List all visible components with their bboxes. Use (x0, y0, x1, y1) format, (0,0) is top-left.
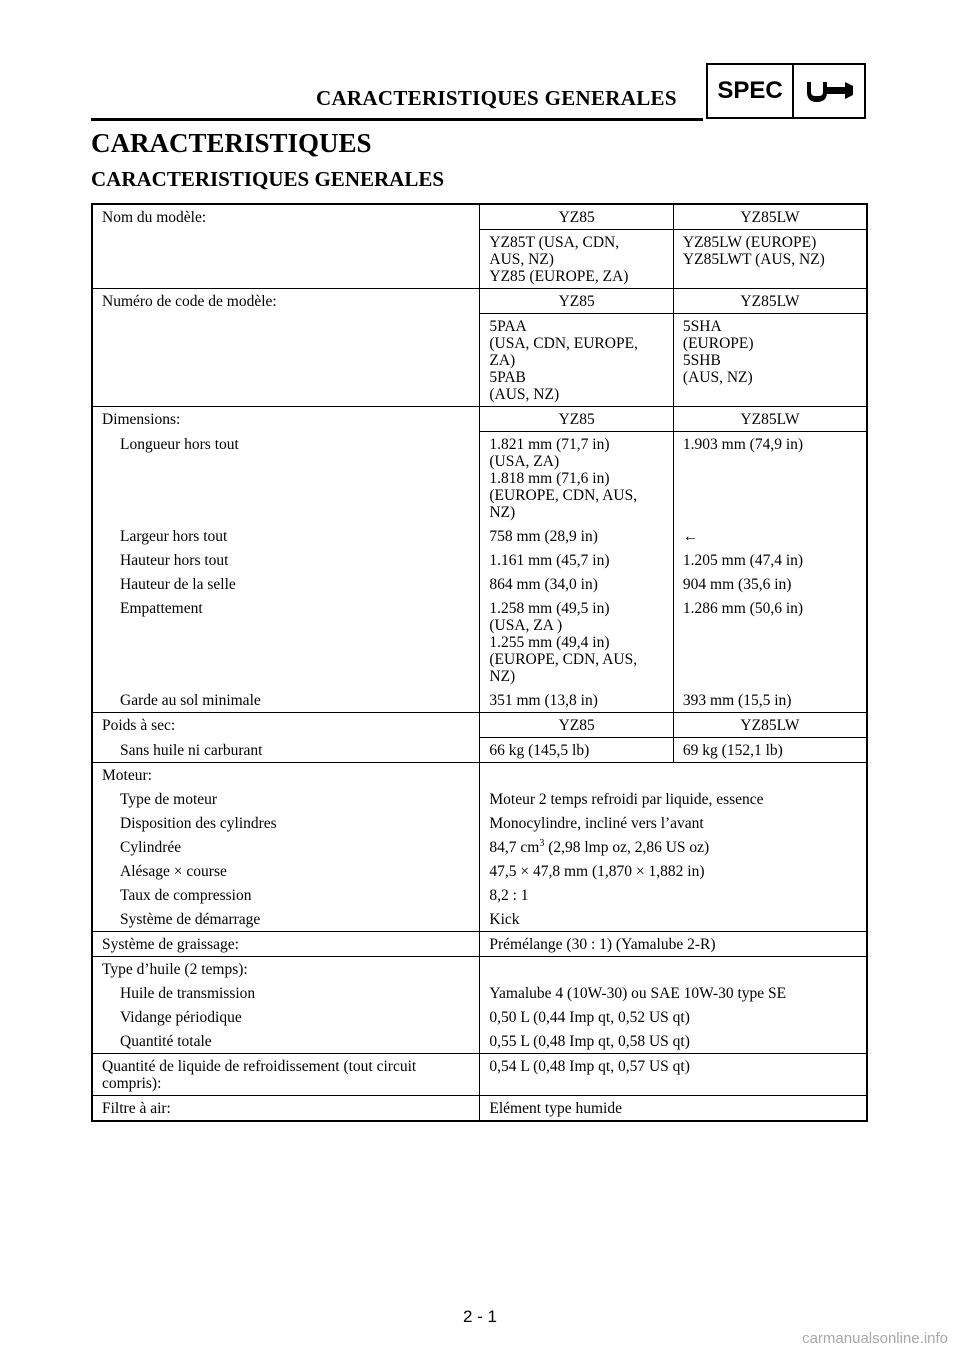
dim-val2: 904 mm (35,6 in) (673, 572, 867, 596)
weight-val1: 66 kg (145,5 lb) (480, 738, 674, 763)
code-col1: YZ85 (480, 289, 674, 314)
model-val1: YZ85T (USA, CDN, AUS, NZ) YZ85 (EUROPE, ZA) (480, 230, 674, 289)
code-val1: 5PAA (USA, CDN, EUROPE, ZA) 5PAB (AUS, NZ) (480, 314, 674, 407)
dim-label: Hauteur de la selle (120, 576, 236, 593)
table-row (92, 204, 867, 230)
oil-label: Type d’huile (2 temps): (92, 957, 480, 982)
dimensions-label: Dimensions: (92, 407, 480, 432)
table-row (92, 596, 867, 688)
disp-value-b: (2,98 lmp oz, 2,86 US oz) (544, 839, 710, 856)
dimensions-col2: YZ85LW (673, 407, 867, 432)
weight-col1: YZ85 (480, 713, 674, 738)
spec-badge (706, 63, 866, 119)
dim-val2: 393 mm (15,5 in) (673, 688, 867, 713)
model-col2: YZ85LW (673, 204, 867, 230)
oil-row-label: Huile de transmission (120, 985, 256, 1002)
engine-start-value: Kick (480, 907, 867, 932)
model-val2: YZ85LW (EUROPE) YZ85LWT (AUS, NZ) (673, 230, 867, 289)
table-row (92, 907, 867, 932)
table-row (92, 688, 867, 713)
engine-bore-label: Alésage × course (120, 863, 227, 880)
table-row (92, 981, 867, 1005)
table-row (92, 738, 867, 763)
dim-val1: 351 mm (13,8 in) (480, 688, 674, 713)
table-row (92, 787, 867, 811)
table-row (92, 1054, 867, 1096)
model-col1: YZ85 (480, 204, 674, 230)
spec-badge-label: SPEC (708, 65, 794, 117)
engine-type-value: Moteur 2 temps refroidi par liquide, essence (480, 787, 867, 811)
watermark: carmanualsonline.info (802, 1330, 948, 1347)
table-row (92, 932, 867, 957)
dim-label: Garde au sol minimale (120, 692, 261, 709)
dim-val2: 1.286 mm (50,6 in) (673, 596, 867, 688)
engine-cyl-value: Monocylindre, incliné vers l’avant (480, 811, 867, 835)
model-label: Nom du modèle: (102, 209, 207, 226)
code-val2: 5SHA (EUROPE) 5SHB (AUS, NZ) (673, 314, 867, 407)
table-row (92, 883, 867, 907)
table-row (92, 572, 867, 596)
engine-disp-label: Cylindrée (120, 839, 182, 856)
oil-row-label: Vidange périodique (120, 1009, 242, 1026)
oil-row-label: Quantité totale (120, 1033, 212, 1050)
section-heading: CARACTERISTIQUES (91, 128, 372, 158)
table-row (92, 407, 867, 432)
dim-val1: 1.821 mm (71,7 in) (USA, ZA) 1.818 mm (71,6 in) (EUROPE, CDN, AUS, NZ) (480, 432, 674, 525)
lubrication-label: Système de graissage: (92, 932, 480, 957)
engine-type-label: Type de moteur (120, 791, 218, 808)
table-row (92, 432, 867, 525)
dim-val1: 758 mm (28,9 in) (480, 524, 674, 548)
coolant-label: Quantité de liquide de refroidissement (tout circuit compris): (92, 1054, 480, 1096)
lubrication-value: Prémélange (30 : 1) (Yamalube 2-R) (480, 932, 867, 957)
table-row (92, 1029, 867, 1054)
table-row (92, 835, 867, 859)
table-row (92, 957, 867, 982)
table-row (92, 763, 867, 788)
weight-val2: 69 kg (152,1 lb) (673, 738, 867, 763)
weight-label: Poids à sec: (92, 713, 480, 738)
running-header-title: CARACTERISTIQUES GENERALES (316, 86, 677, 110)
engine-start-label: Système de démarrage (120, 911, 261, 928)
coolant-value: 0,54 L (0,48 Imp qt, 0,57 US qt) (480, 1054, 867, 1096)
dim-label: Hauteur hors tout (120, 552, 229, 569)
dim-val1: 864 mm (34,0 in) (480, 572, 674, 596)
table-row (92, 524, 867, 548)
dim-val1: 1.161 mm (45,7 in) (480, 548, 674, 572)
disp-value-a: 84,7 cm (489, 839, 540, 856)
weight-row-label: Sans huile ni carburant (120, 741, 263, 759)
table-row (92, 1005, 867, 1029)
table-row (92, 859, 867, 883)
subsection-heading: CARACTERISTIQUES GENERALES (91, 167, 445, 191)
engine-label: Moteur: (92, 763, 480, 788)
air-filter-value: Elément type humide (480, 1096, 867, 1122)
dim-val2: ← (673, 524, 867, 548)
code-col2: YZ85LW (673, 289, 867, 314)
dim-label: Empattement (120, 600, 203, 617)
disp-value-sup: 3 (539, 837, 545, 849)
code-label: Numéro de code de modèle: (92, 289, 480, 407)
page-number: 2 - 1 (462, 1307, 498, 1326)
air-filter-label: Filtre à air: (92, 1096, 480, 1122)
oil-row-value: 0,50 L (0,44 Imp qt, 0,52 US qt) (480, 1005, 867, 1029)
dim-val2: 1.903 mm (74,9 in) (673, 432, 867, 525)
wrench-icon (794, 65, 864, 117)
table-row (92, 713, 867, 738)
oil-row-value: 0,55 L (0,48 Imp qt, 0,58 US qt) (480, 1029, 867, 1054)
dim-val2: 1.205 mm (47,4 in) (673, 548, 867, 572)
dim-label: Longueur hors tout (120, 435, 239, 453)
oil-row-value: Yamalube 4 (10W-30) ou SAE 10W-30 type SE (480, 981, 867, 1005)
engine-cyl-label: Disposition des cylindres (120, 815, 277, 832)
weight-col2: YZ85LW (673, 713, 867, 738)
spec-table (91, 203, 868, 1122)
engine-bore-value: 47,5 × 47,8 mm (1,870 × 1,882 in) (480, 859, 867, 883)
table-row (92, 811, 867, 835)
engine-comp-label: Taux de compression (120, 887, 252, 904)
dim-label: Largeur hors tout (120, 528, 228, 545)
table-row (92, 1096, 867, 1122)
dimensions-col1: YZ85 (480, 407, 674, 432)
dim-val1: 1.258 mm (49,5 in) (USA, ZA ) 1.255 mm (49,4 in) (EUROPE, CDN, AUS, NZ) (480, 596, 674, 688)
table-row (92, 548, 867, 572)
header-rule (91, 118, 703, 121)
engine-comp-value: 8,2 : 1 (480, 883, 867, 907)
table-row (92, 289, 867, 314)
engine-disp-value (480, 835, 867, 859)
